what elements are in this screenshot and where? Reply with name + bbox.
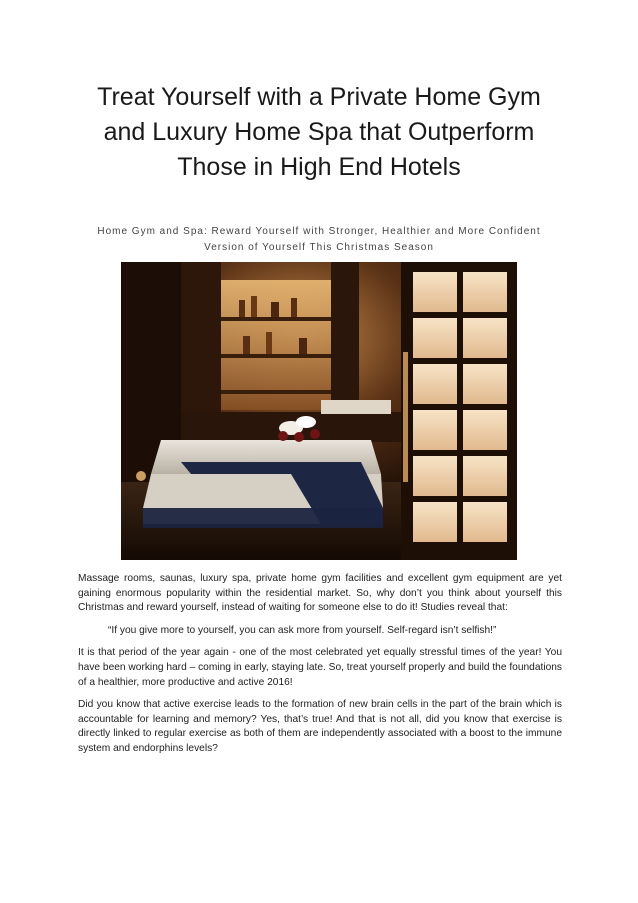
- paragraph-exercise: Did you know that active exercise leads to the formation of new brain cells in the part of the brain which is accountable for learning and memory? Yes, that’s true! And that is not all, did you know that exercise is directly linked to regular exercise as both of them are independently associated with a boost to the immune system and endorphins levels?: [78, 699, 562, 754]
- quote: “If you give more to yourself, you can ask more from yourself. Self-regard isn’t selfish!”: [108, 624, 497, 636]
- spa-massage-room-photo: [121, 262, 517, 560]
- title-line: and Luxury Home Spa that Outperform: [103, 118, 535, 146]
- title-line: Those in High End Hotels: [177, 153, 461, 181]
- paragraph-holiday: It is that period of the year again - one of the most celebrated yet equally stressful times of the year! You have been working hard – coming in early, staying late. So, treat yourself properly and build the foundations of a healthier, more productive and active 2016!: [78, 647, 563, 688]
- subtitle-line: Version of Yourself This Christmas Season: [204, 242, 434, 253]
- subtitle: [60, 224, 578, 256]
- spa-photo-illustration: [121, 262, 517, 560]
- paragraph-intro: Massage rooms, saunas, luxury spa, private home gym facilities and excellent gym equipment are yet gaining enormous popularity within the residential market. So, why don’t you think about yourself this Christmas and reward yourself, instead of waiting for someone else to do it! Studies reveal that:: [78, 573, 562, 614]
- page-title: [60, 80, 578, 185]
- title-line: Treat Yourself with a Private Home Gym: [97, 83, 541, 111]
- subtitle-line: Home Gym and Spa: Reward Yourself with Stronger, Healthier and More Confident: [97, 226, 541, 237]
- article-body: [78, 572, 562, 765]
